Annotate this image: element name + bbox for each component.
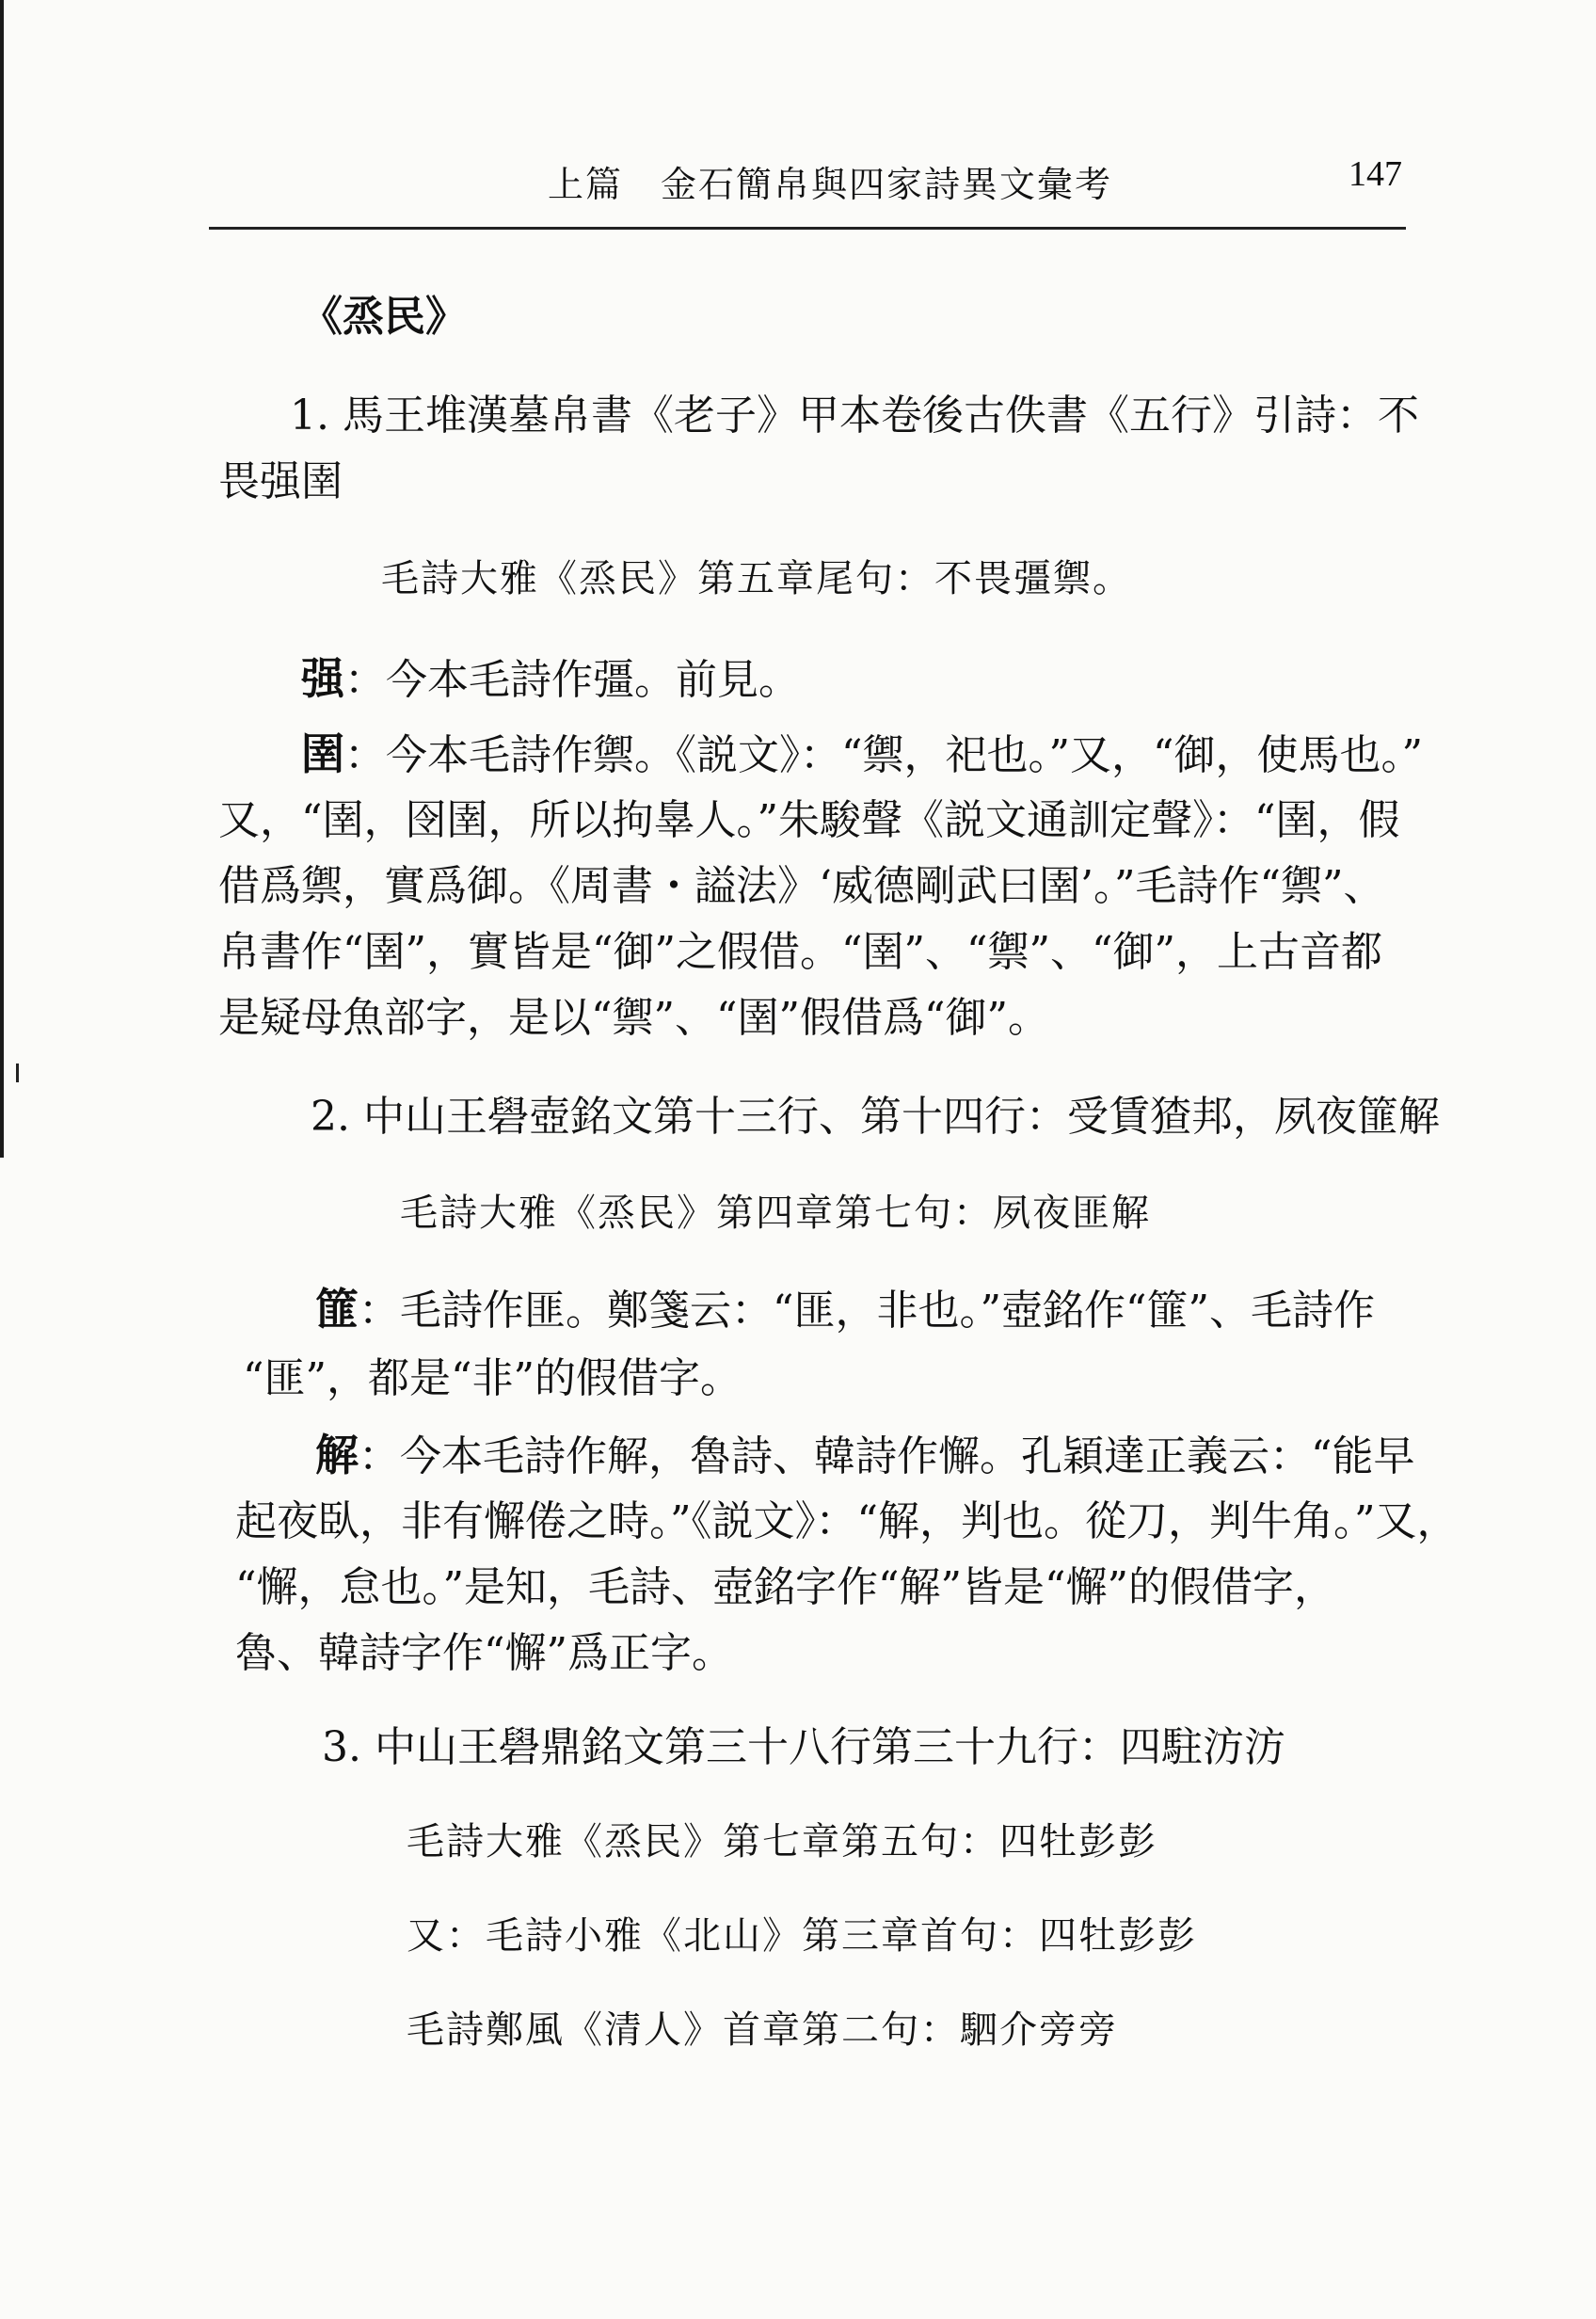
entry3-quote3: 毛詩鄭風《清人》首章第二句：駟介旁旁: [407, 2008, 1118, 2052]
scan-gutter-edge: [0, 0, 4, 1158]
entry1-note2-term: 圉: [301, 728, 344, 779]
entry1-note1: [301, 645, 800, 707]
entry1-line2: 畏强圉: [218, 457, 343, 505]
entry2-note1-line2: “匪”，都是“非”的假借字。: [243, 1354, 742, 1402]
entry1-quote: 毛詩大雅《烝民》第五章尾句：不畏彊禦。: [381, 557, 1132, 600]
entry1-note2-text: ：今本毛詩作禦。《説文》：“禦，祀也。”又，“御，使馬也。”: [344, 731, 1423, 779]
running-header: [209, 146, 1406, 230]
scan-gutter-mark: [16, 1064, 19, 1082]
entry2-note1-line1: [315, 1275, 1375, 1337]
entry2-line1: 2. 中山王礐壺銘文第十三行、第十四行：受賃猹邦，夙夜篚解: [311, 1093, 1440, 1141]
entry2-note2-term: 解: [315, 1430, 359, 1480]
entry2-note2-line1: [315, 1421, 1415, 1483]
section-title: 《烝民》: [301, 293, 467, 341]
entry1-line1: 1. 馬王堆漢墓帛書《老子》甲本卷後古佚書《五行》引詩：不: [290, 392, 1419, 440]
entry2-note2-line4: 魯、韓詩字作“懈”爲正字。: [235, 1629, 733, 1677]
entry2-note2-line3: “懈，怠也。”是知，毛詩、壺銘字作“解”皆是“懈”的假借字，: [235, 1563, 1335, 1611]
entry1-note2-line5: 是疑母魚部字，是以“禦”、“圉”假借爲“御”。: [218, 994, 1049, 1042]
entry1-note2-line4: 帛書作“圉”，實皆是“御”之假借。“圉”、“禦”、“御”，上古音都: [218, 928, 1382, 976]
entry1-note2-line1: [301, 720, 1423, 782]
entry1-note1-text: ：今本毛詩作彊。前見。: [344, 656, 800, 704]
entry2-note2-line2: 起夜臥，非有懈倦之時。”《説文》：“解，判也。從刀，判牛角。”又，: [235, 1497, 1459, 1545]
entry3-quote1: 毛詩大雅《烝民》第七章第五句：四牡彭彭: [407, 1820, 1157, 1863]
entry3-line1: 3. 中山王礐鼎銘文第三十八行第三十九行：四駐汸汸: [322, 1723, 1285, 1771]
entry1-note1-term: 强: [301, 653, 344, 704]
entry1-note2-line2: 又，“圉，囹圉，所以拘辠人。”朱駿聲《説文通訓定聲》：“圉，假: [218, 796, 1400, 844]
page-number: 147: [1349, 154, 1402, 194]
entry1-note2-line3: 借爲禦，實爲御。《周書・謚法》‘威德剛武曰圉’。”毛詩作“禦”、: [218, 862, 1385, 910]
entry2-quote: 毛詩大雅《烝民》第四章第七句：夙夜匪解: [400, 1191, 1151, 1235]
entry3-quote2: 又：毛詩小雅《北山》第三章首句：四牡彭彭: [407, 1914, 1197, 1958]
running-title: 上篇 金石簡帛與四家詩異文彙考: [548, 164, 1113, 205]
entry2-note1-text: ：毛詩作匪。鄭箋云：“匪，非也。”壺銘作“篚”、毛詩作: [359, 1287, 1375, 1335]
entry2-note2-text: ：今本毛詩作解，魯詩、韓詩作懈。孔穎達正義云：“能早: [359, 1432, 1415, 1480]
entry2-note1-term: 篚: [315, 1284, 359, 1335]
